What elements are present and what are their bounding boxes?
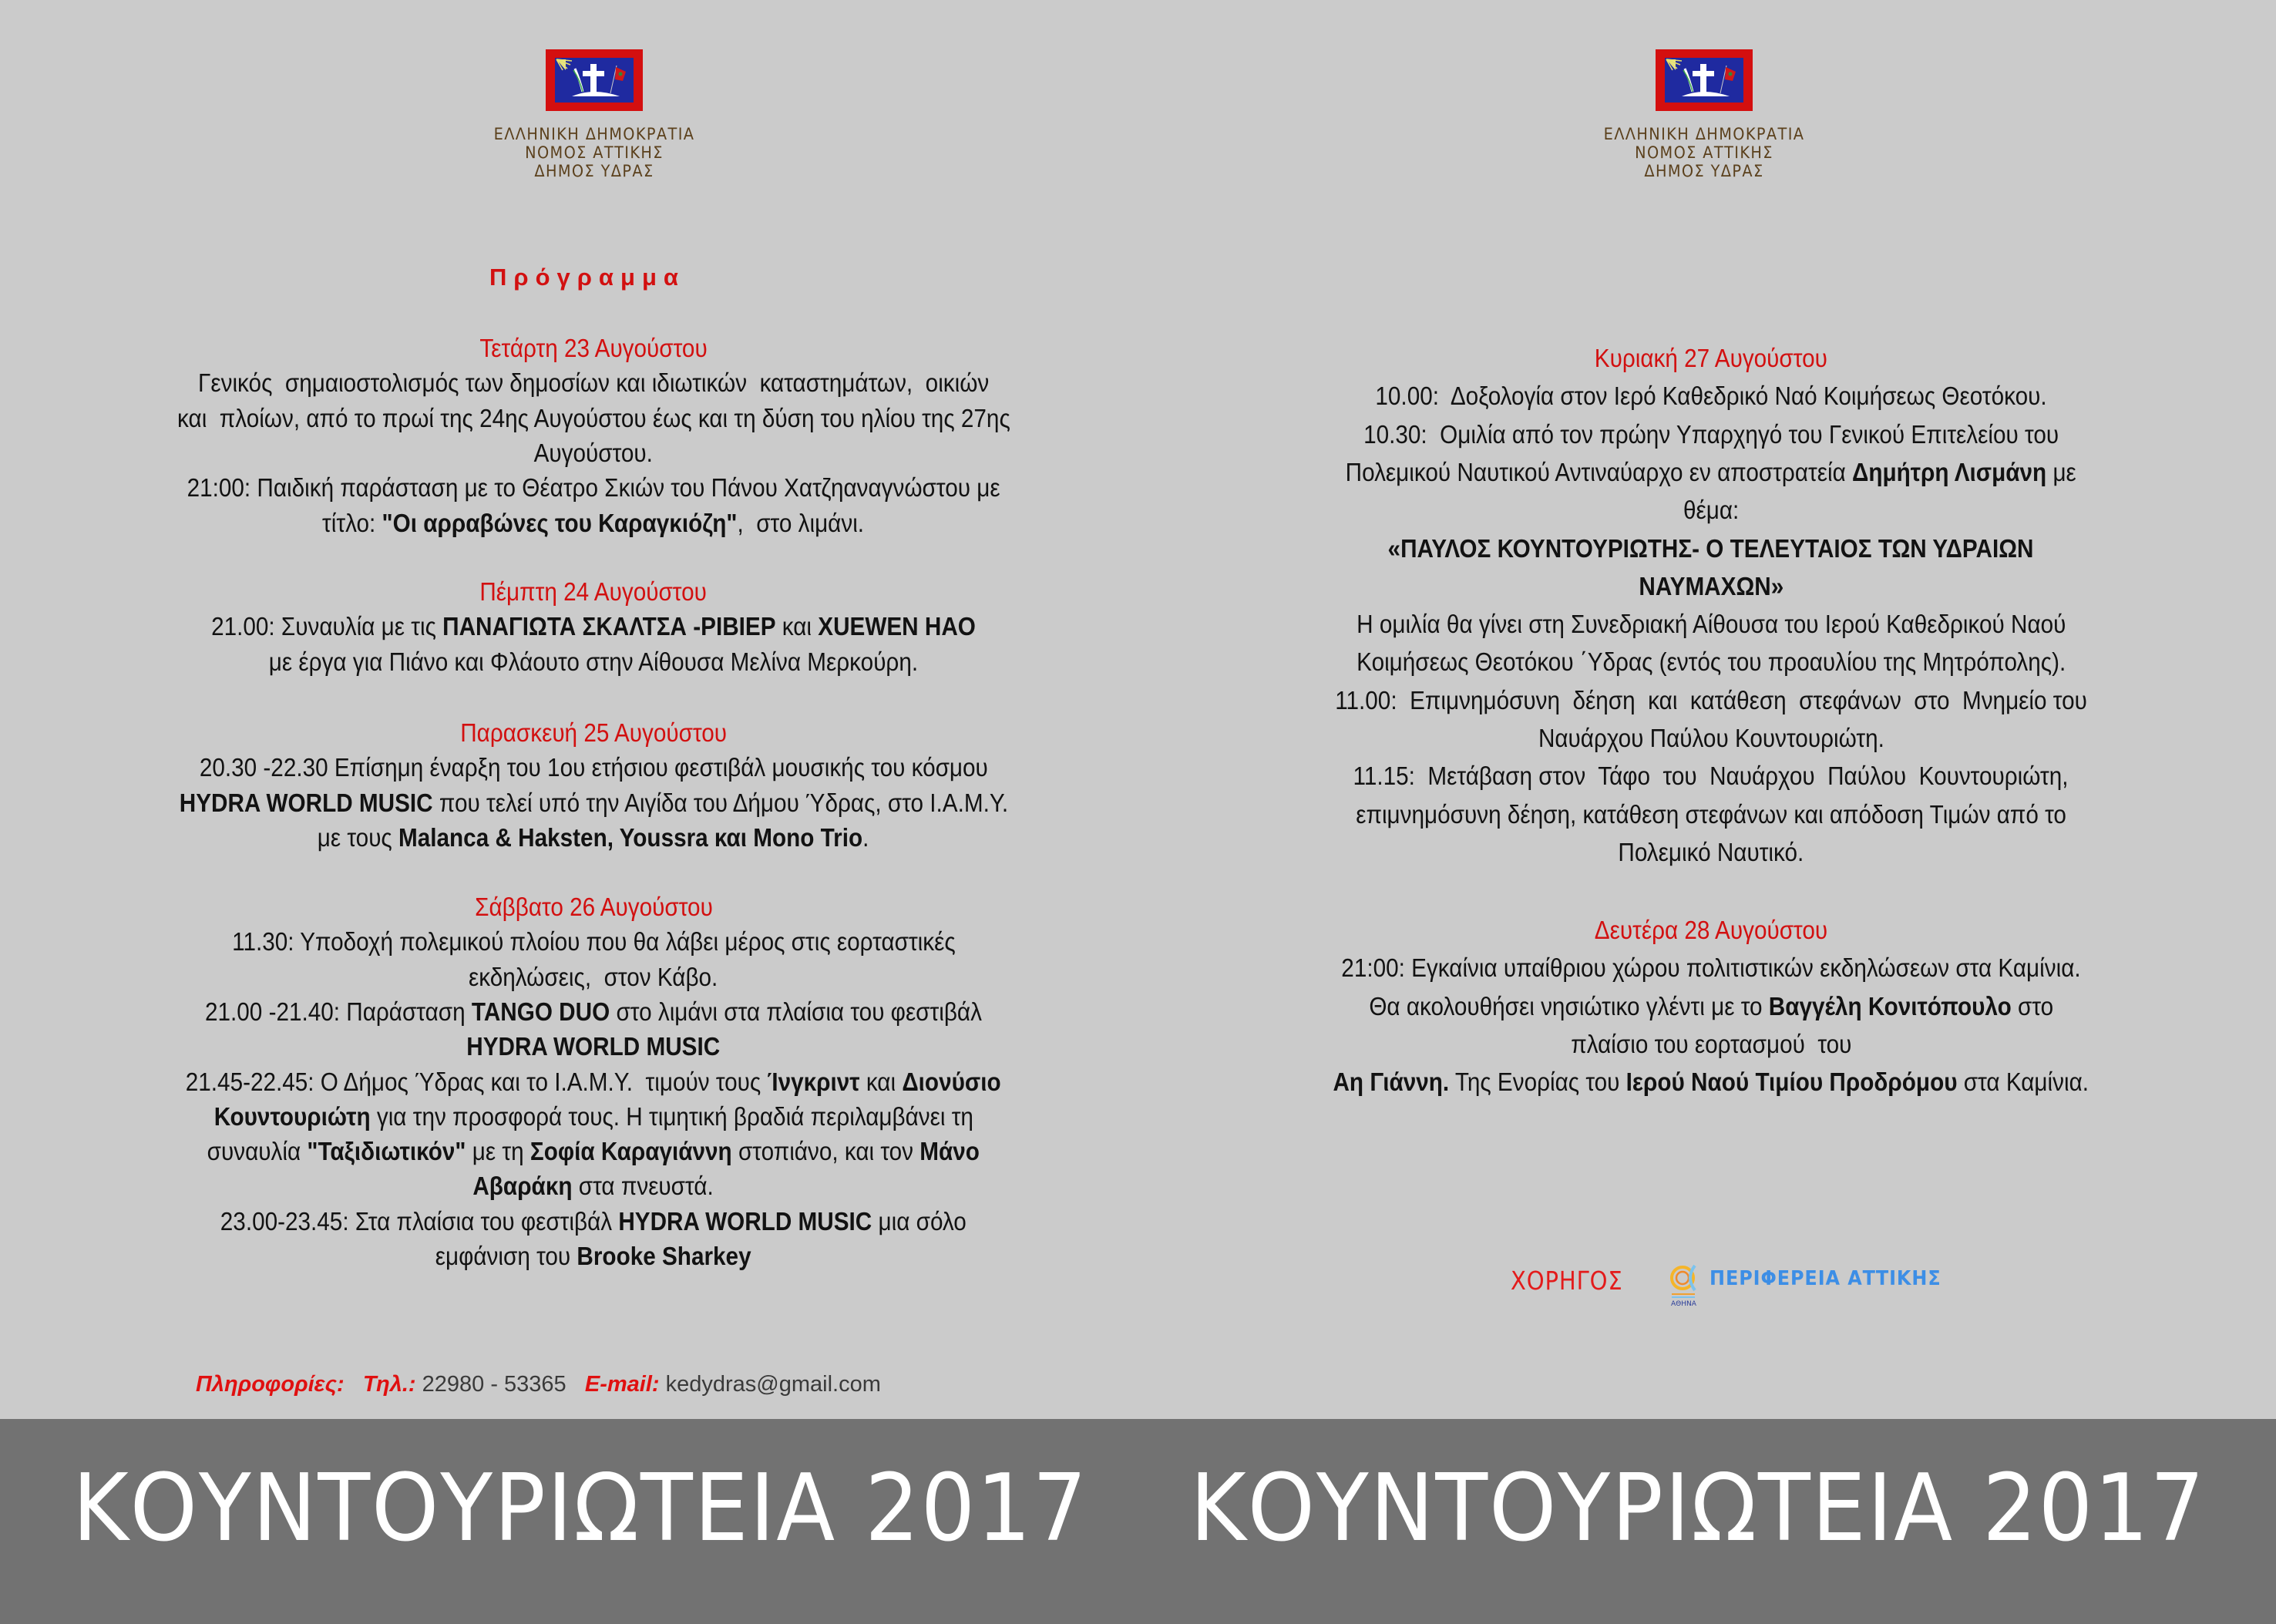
email-address: kedydras@gmail.com — [665, 1372, 881, 1397]
line-text: στο — [2011, 991, 2053, 1020]
sponsor-name: ΠΕΡΙΦΕΡΕΙΑ ΑΤΤΙΚΗΣ — [1710, 1267, 1941, 1290]
line-text: 21:00: Παιδική παράσταση με το Θέατρο Σκιών του Πάνου Χατζηαναγνώστου με — [187, 473, 1000, 503]
gov-line-prefecture: ΝΟΜΟΣ ΑΤΤΙΚΗΣ — [1635, 143, 1773, 162]
attica-region-athens-logo-icon — [1669, 1263, 1704, 1307]
gov-line-republic: ΕΛΛΗΝΙΚΗ ΔΗΜΟΚΡΑΤΙΑ — [493, 125, 695, 143]
program-line — [92, 368, 1094, 398]
day-heading-text: Παρασκευή 25 Αυγούστου — [460, 718, 727, 747]
gov-line-municipality: ΔΗΜΟΣ ΥΔΡΑΣ — [1644, 162, 1764, 180]
line-text: Ναυάρχου Παύλου Κουντουριώτη. — [1538, 724, 1884, 752]
program-line — [92, 1031, 1094, 1062]
line-text: στα πνευστά. — [572, 1172, 714, 1201]
day-heading — [92, 577, 1094, 607]
phone-number: 22980 - 53365 — [422, 1372, 566, 1397]
program-line — [92, 472, 1094, 503]
line-text: με τους — [318, 822, 399, 852]
email-label: E-mail: — [584, 1372, 660, 1397]
line-text: Η ομιλία θα γίνει στη Συνεδριακή Αίθουσα του Ιερού Καθεδρικού Ναού — [1356, 610, 2066, 639]
program-line — [92, 438, 1094, 469]
emphasis-text: Βαγγέλη Κονιτόπουλο — [1768, 991, 2012, 1020]
emphasis-text: Μάνο — [919, 1137, 980, 1166]
emphasis-text: HYDRA WORLD MUSIC — [179, 788, 433, 817]
title-banner — [0, 1419, 2276, 1624]
program-line — [92, 403, 1094, 434]
line-text: Θα ακολουθήσει νησιώτικο γλέντι με το — [1369, 991, 1769, 1020]
day-heading — [92, 892, 1094, 923]
day-heading — [92, 718, 1094, 748]
svg-text:ΑΘΗΝΑ: ΑΘΗΝΑ — [1671, 1300, 1696, 1307]
emphasis-text: HYDRA WORLD MUSIC — [466, 1032, 721, 1061]
program-line — [1202, 685, 2220, 716]
emphasis-text: Αη Γιάννη. — [1333, 1068, 1450, 1097]
line-text: με — [2046, 457, 2077, 486]
line-text: για την προσφορά τους. Η τιμητική βραδιά περιλαμβάνει τη — [370, 1101, 973, 1131]
program-line — [92, 752, 1094, 783]
line-text: με τη — [466, 1137, 531, 1166]
program-line — [1202, 495, 2220, 526]
line-text: στο λιμάνι στα πλαίσια του φεστιβάλ — [610, 997, 982, 1026]
line-text: και — [859, 1067, 903, 1096]
line-text: εκδηλώσεις, στον Κάβο. — [469, 962, 718, 991]
gov-line-municipality: ΔΗΜΟΣ ΥΔΡΑΣ — [534, 162, 654, 180]
line-text: 20.30 -22.30 Επίσημη έναρξη του 1ου ετήσιου φεστιβάλ μουσικής του κόσμου — [199, 753, 988, 782]
day-heading-text: Δευτέρα 28 Αυγούστου — [1594, 916, 1828, 944]
program-line — [1202, 1029, 2220, 1060]
line-text: εμφάνιση του — [435, 1242, 577, 1270]
line-text: και πλοίων, από το πρωί της 24ης Αυγούστου έως και τη δύση του ηλίου της 27ης — [176, 403, 1010, 432]
program-line — [1202, 457, 2220, 488]
program-line — [1202, 799, 2220, 830]
program-line — [1202, 837, 2220, 868]
program-line — [92, 1241, 1094, 1272]
program-line — [1202, 1067, 2220, 1098]
info-label: Πληροφορίες: — [196, 1372, 345, 1397]
day-heading-text: Σάββατο 26 Αυγούστου — [474, 893, 713, 921]
program-line — [1202, 991, 2220, 1022]
banner-title-left: ΚΟΥΝΤΟΥΡΙΩΤΕΙΑ 2017 — [72, 1455, 1088, 1562]
day-heading — [1202, 915, 2220, 946]
emphasis-text: Διονύσιο — [902, 1067, 1001, 1096]
government-header — [440, 125, 748, 180]
emphasis-text: TANGO DUO — [471, 997, 610, 1026]
line-text: που τελεί υπό την Αιγίδα του Δήμου Ύδρας, στο Ι.Α.Μ.Υ. — [432, 788, 1008, 817]
line-text: Αυγούστου. — [533, 438, 654, 467]
emphasis-text: Κουντουριώτη — [213, 1101, 371, 1131]
line-text: Γενικός σημαιοστολισμός των δημοσίων και ιδιωτικών καταστημάτων, οικιών — [197, 368, 990, 398]
program-line — [92, 822, 1094, 853]
line-text: και — [775, 612, 819, 641]
program-line — [1202, 723, 2220, 754]
line-text: Της Ενορίας του — [1449, 1068, 1626, 1097]
emphasis-text: Ίνγκριντ — [767, 1067, 860, 1096]
program-line — [92, 926, 1094, 957]
program-line — [92, 788, 1094, 819]
line-text: Πολεμικό Ναυτικό. — [1618, 837, 1804, 866]
program-line — [92, 1171, 1094, 1202]
line-text: . — [862, 822, 869, 852]
day-heading-text: Κυριακή 27 Αυγούστου — [1594, 344, 1828, 372]
line-text: , στο λιμάνι. — [737, 508, 865, 537]
day-heading — [92, 333, 1094, 364]
program-line — [92, 508, 1094, 539]
hydra-municipality-flag-icon — [1656, 49, 1753, 111]
emphasis-text: Brooke Sharkey — [577, 1242, 751, 1270]
line-text: Πολεμικού Ναυτικού Αντιναύαρχο εν αποστρατεία — [1345, 457, 1853, 486]
program-line — [1202, 609, 2220, 640]
emphasis-text: "Οι αρραβώνες του Καραγκιόζη" — [382, 508, 738, 537]
banner-title-right: ΚΟΥΝΤΟΥΡΙΩΤΕΙΑ 2017 — [1190, 1455, 2206, 1562]
line-text: στοπιάνο, και τον — [731, 1137, 920, 1166]
hydra-municipality-flag-icon — [546, 49, 643, 111]
program-line — [92, 611, 1094, 642]
line-text: 21.00: Συναυλία με τις — [211, 612, 443, 641]
emphasis-text: ΝΑΥΜΑΧΩΝ» — [1639, 571, 1783, 600]
program-line — [92, 647, 1094, 678]
emphasis-text: HYDRA WORLD MUSIC — [618, 1206, 872, 1236]
line-text: 21.00 -21.40: Παράσταση — [205, 997, 472, 1026]
day-heading — [1202, 343, 2220, 374]
government-header — [1550, 125, 1858, 180]
contact-info — [196, 1369, 881, 1400]
line-text: με έργα για Πιάνο και Φλάουτο στην Αίθουσα Μελίνα Μερκούρη. — [268, 647, 919, 676]
program-title: Πρόγραμμα — [489, 264, 685, 291]
line-text: πλαίσιο του εορτασμού του — [1570, 1029, 1852, 1058]
line-text: 23.00-23.45: Στα πλαίσια του φεστιβάλ — [220, 1206, 619, 1236]
line-text: μια σόλο — [872, 1206, 967, 1236]
emphasis-text: Ιερού Ναού Τιμίου Προδρόμου — [1625, 1068, 1958, 1097]
program-line — [1202, 953, 2220, 983]
line-text: 21.45-22.45: Ο Δήμος Ύδρας και το Ι.Α.Μ.Υ. τιμούν τους — [186, 1067, 768, 1096]
program-line — [1202, 571, 2220, 602]
line-text: 10.00: Δοξολογία στον Ιερό Καθεδρικό Ναό Κοιμήσεως Θεοτόκου. — [1375, 382, 2047, 411]
program-line — [92, 997, 1094, 1027]
line-text: 11.15: Μετάβαση στον Τάφο του Ναυάρχου Παύλου Κουντουριώτη, — [1353, 762, 2069, 791]
gov-line-republic: ΕΛΛΗΝΙΚΗ ΔΗΜΟΚΡΑΤΙΑ — [1603, 125, 1805, 143]
phone-label: Τηλ.: — [362, 1372, 416, 1397]
program-line — [92, 1206, 1094, 1237]
line-text: θέμα: — [1683, 496, 1740, 525]
program-line — [1202, 761, 2220, 792]
emphasis-text: Malanca & Haksten, Youssra και Mono Trio — [398, 822, 863, 852]
emphasis-text: Δημήτρη Λισμάνη — [1852, 457, 2047, 486]
program-line — [1202, 647, 2220, 678]
program-line — [92, 962, 1094, 993]
line-text: συναυλία — [207, 1137, 308, 1166]
emphasis-text: ΠΑΝΑΓΙΩΤΑ ΣΚΑΛΤΣΑ -ΡΙΒΙΕΡ — [442, 612, 776, 641]
emphasis-text: Σοφία Καραγιάννη — [530, 1137, 732, 1166]
line-text: 11.30: Υποδοχή πολεμικού πλοίου που θα λάβει μέρος στις εορταστικές — [231, 927, 956, 957]
program-line — [1202, 419, 2220, 450]
line-text: τίτλο: — [322, 508, 382, 537]
emphasis-text: Αβαράκη — [472, 1172, 573, 1201]
program-line — [92, 1101, 1094, 1132]
day-heading-text: Πέμπτη 24 Αυγούστου — [479, 577, 708, 606]
line-text: 11.00: Επιμνημόσυνη δέηση και κατάθεση στεφάνων στο Μνημείο του — [1335, 685, 2087, 714]
line-text: επιμνημόσυνη δέηση, κατάθεση στεφάνων και απόδοση Τιμών από το — [1356, 799, 2066, 829]
line-text: Κοιμήσεως Θεοτόκου ΄Υδρας (εντός του προαυλίου της Μητρόπολης). — [1356, 647, 2066, 677]
emphasis-text: "Ταξιδιωτικόν" — [307, 1137, 466, 1166]
program-line — [92, 1136, 1094, 1167]
line-text: 21:00: Εγκαίνια υπαίθριου χώρου πολιτιστικών εκδηλώσεων στα Καμίνια. — [1341, 953, 2081, 983]
emphasis-text: «ΠΑΥΛΟΣ ΚΟΥΝΤΟΥΡΙΩΤΗΣ- Ο ΤΕΛΕΥΤΑΙΟΣ ΤΩΝ ΥΔΡΑΙΩΝ — [1388, 533, 2034, 563]
program-line — [1202, 381, 2220, 412]
program-line — [1202, 533, 2220, 564]
day-heading-text: Τετάρτη 23 Αυγούστου — [479, 334, 708, 362]
gov-line-prefecture: ΝΟΜΟΣ ΑΤΤΙΚΗΣ — [525, 143, 664, 162]
emphasis-text: XUEWEN HAO — [818, 612, 976, 641]
line-text: στα Καμίνια. — [1957, 1068, 2089, 1097]
sponsor-label: ΧΟΡΗΓΟΣ — [1511, 1266, 1623, 1296]
line-text: 10.30: Ομιλία από τον πρώην Υπαρχηγό του Γενικού Επιτελείου του — [1363, 419, 2059, 449]
program-line — [92, 1067, 1094, 1098]
